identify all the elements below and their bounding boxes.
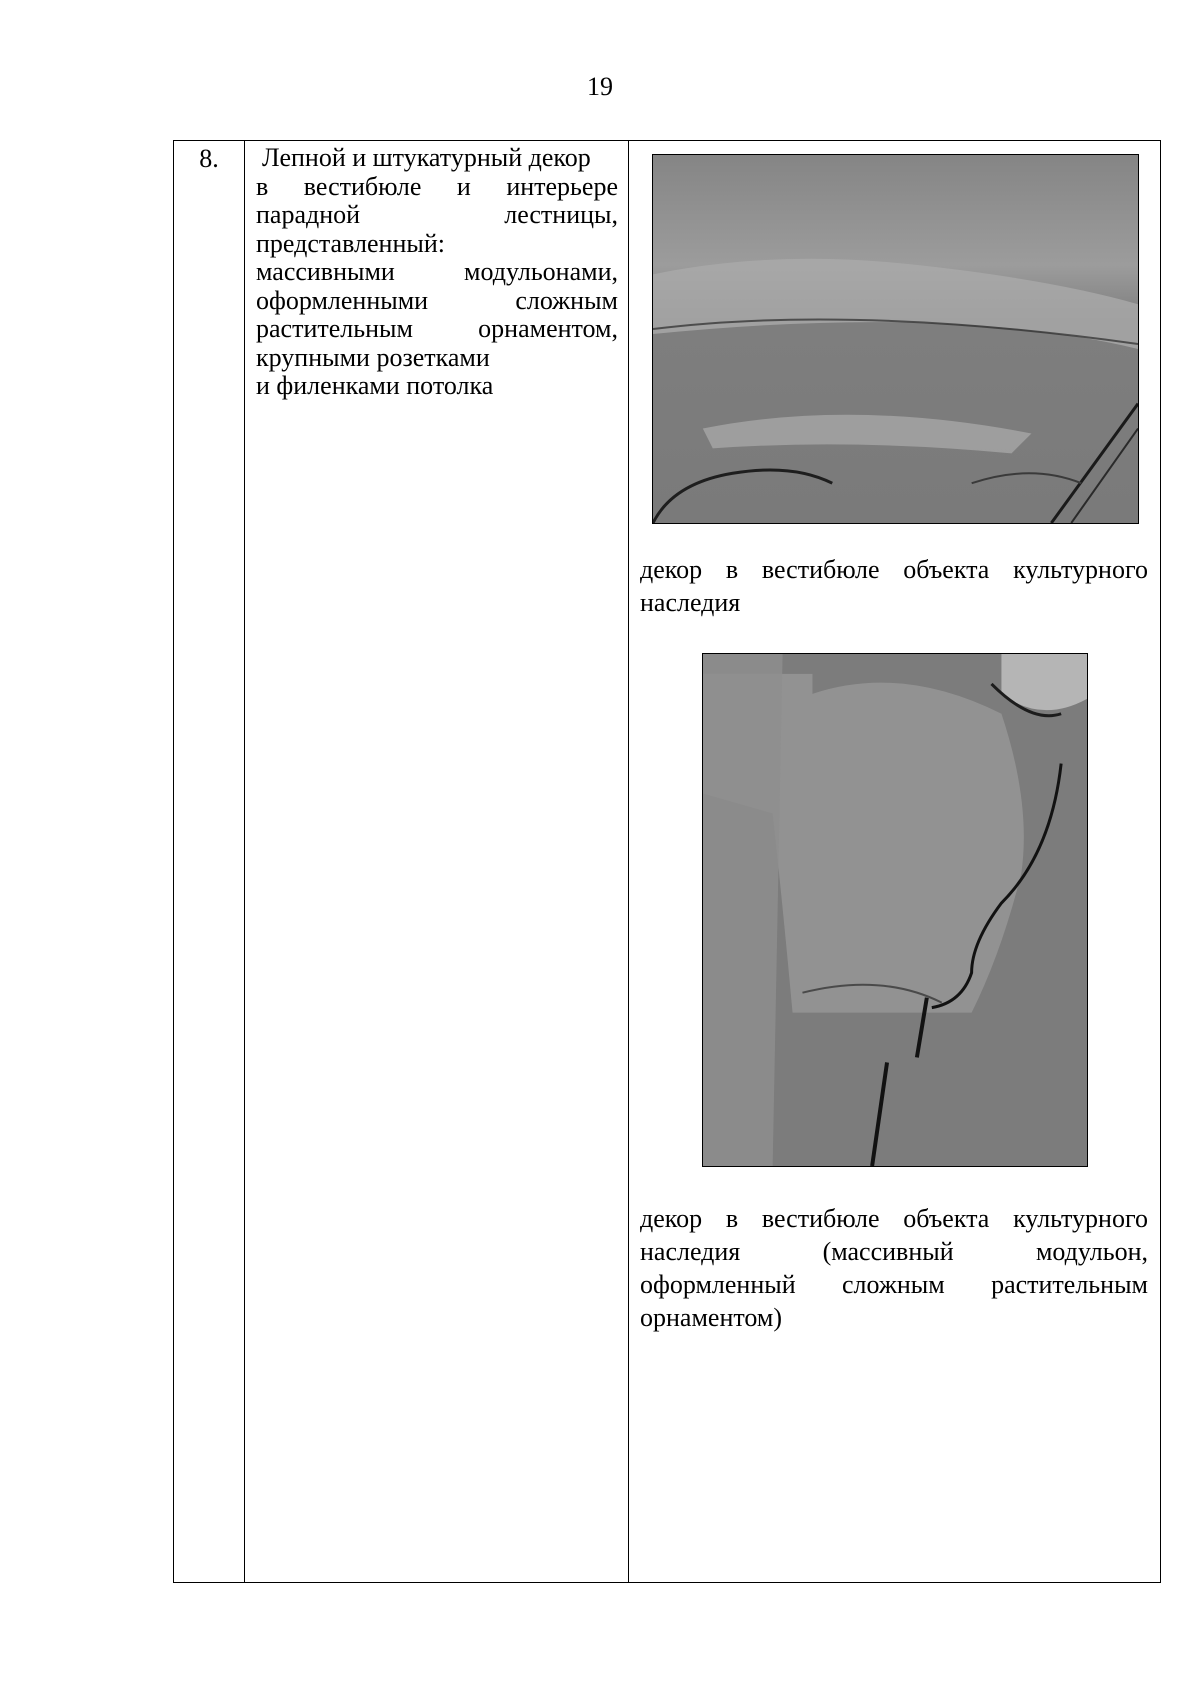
description-line: в вестибюле и интерьере парадной лестницы, представленный: [256, 171, 618, 258]
description-line: и филенками потолка [256, 371, 494, 400]
description-line: массивными модульонами, оформленными сложным растительным орнаментом, крупными розетками [256, 257, 618, 372]
page-number: 19 [587, 72, 613, 101]
description-line: Лепной и штукатурный декор [262, 143, 591, 172]
photo-caption: декор в вестибюле объекта культурного наследия [640, 555, 1148, 617]
monument-elements-table [173, 140, 1161, 1583]
row-number: 8. [199, 144, 219, 173]
photo-caption: декор в вестибюле объекта культурного наследия (массивный модульон, оформленный сложным растительным орнаментом) [640, 1204, 1148, 1332]
photo-vestibule-decor-image [653, 155, 1138, 523]
column-divider-number [244, 141, 245, 1582]
column-divider-description [628, 141, 629, 1582]
row-description [256, 144, 618, 401]
photo-vestibule-decor [652, 154, 1139, 524]
photo-modillion-decor-image [703, 654, 1087, 1166]
photo-modillion-decor [702, 653, 1088, 1167]
